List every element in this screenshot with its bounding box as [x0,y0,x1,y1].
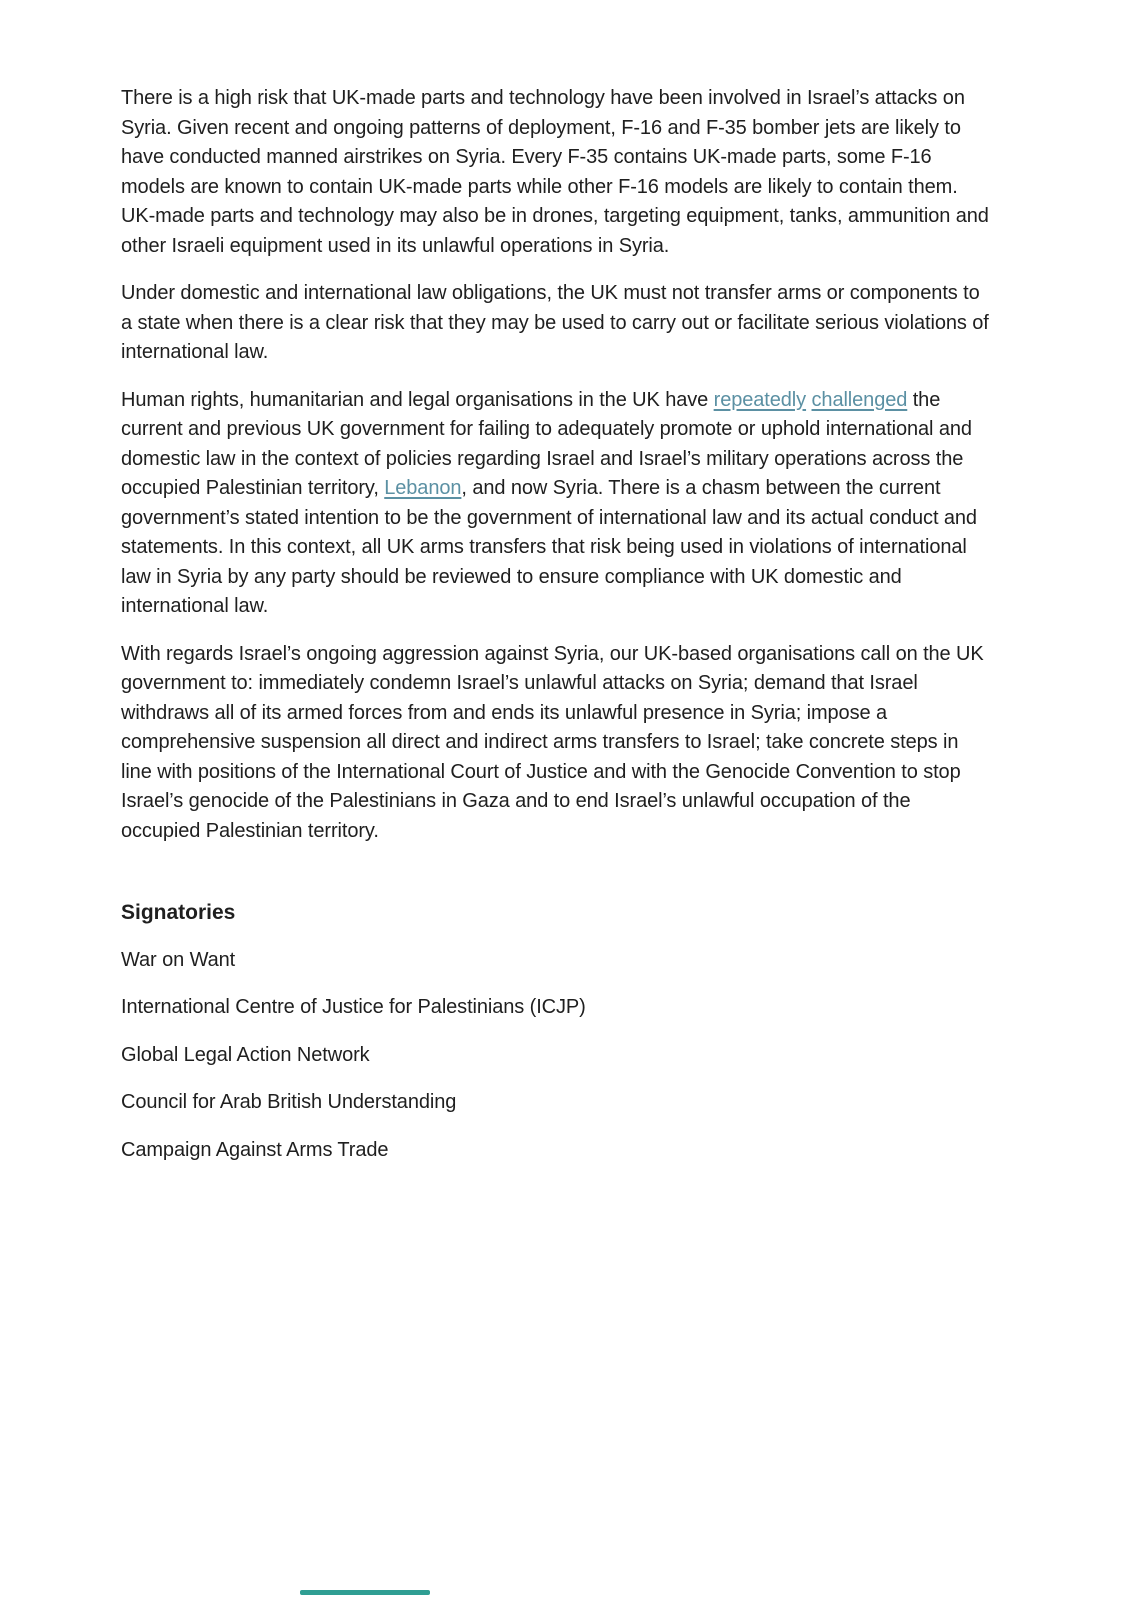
signatories-heading: Signatories [121,901,236,924]
signatory-item: International Centre of Justice for Palestinians (ICJP) [121,996,586,1018]
paragraph [121,386,993,622]
paragraph [121,84,993,261]
paragraph [121,640,993,847]
paragraph-text: With regards Israel’s ongoing aggression against Syria, our UK-based organisations call on the UK government to: immediately condemn Israel’s unlawful attacks on Syria; demand that Israel withdraws all of its armed forces from and ends its unlawful presence in Syria; impose a comprehensive suspension all direct and indirect arms transfers to Israel; take concrete steps in line with positions of the International Court of Justice and with the Genocide Convention to stop Israel’s genocide of the Palestinians in Gaza and to end Israel’s unlawful occupation of the occupied Palestinian territory. [121,642,984,842]
paragraph [121,279,993,368]
inline-link[interactable]: challenged [811,388,908,411]
signatory-item: Council for Arab British Understanding [121,1091,457,1113]
signatory-item: Campaign Against Arms Trade [121,1138,389,1161]
inline-link[interactable]: repeatedly [713,388,807,411]
paragraph-text: Human rights, humanitarian and legal organisations in the UK have [121,388,714,411]
document-body [121,84,993,1183]
signatories-list [121,946,993,1166]
paragraph-text: , and now Syria. There is a chasm between the current government’s stated intention to be the government of international law and its actual conduct and statements. In this context, all UK arms transfers that risk being used in violations of international law in Syria by any party should be reviewed to ensure compliance with UK domestic and international law. [121,477,977,617]
footer-accent-bar [300,1590,430,1595]
paragraph-text: There is a high risk that UK-made parts and technology have been involved in Israel’s attacks on Syria. Given recent and ongoing patterns of deployment, F-16 and F-35 bomber jets are likely to have conducted manned airstrikes on Syria. Every F-35 contains UK-made parts, some F-16 models are known to contain UK-made parts while other F-16 models are likely to contain them. UK-made parts and technology may also be in drones, targeting equipment, tanks, ammunition and other Israeli equipment used in its unlawful operations in Syria. [121,87,989,257]
paragraph-text: Under domestic and international law obligations, the UK must not transfer arms or components to a state when there is a clear risk that they may be used to carry out or facilitate serious violations of international law. [121,282,989,363]
signatory-item: Global Legal Action Network [121,1043,370,1066]
inline-link[interactable]: Lebanon [384,477,462,499]
signatory-item: War on Want [121,948,236,971]
paragraph-text: the current and previous UK government for failing to adequately promote or uphold international and domestic law in the context of policies regarding Israel and Israel’s military operations across the occupied Palestinian territory, [121,388,972,499]
